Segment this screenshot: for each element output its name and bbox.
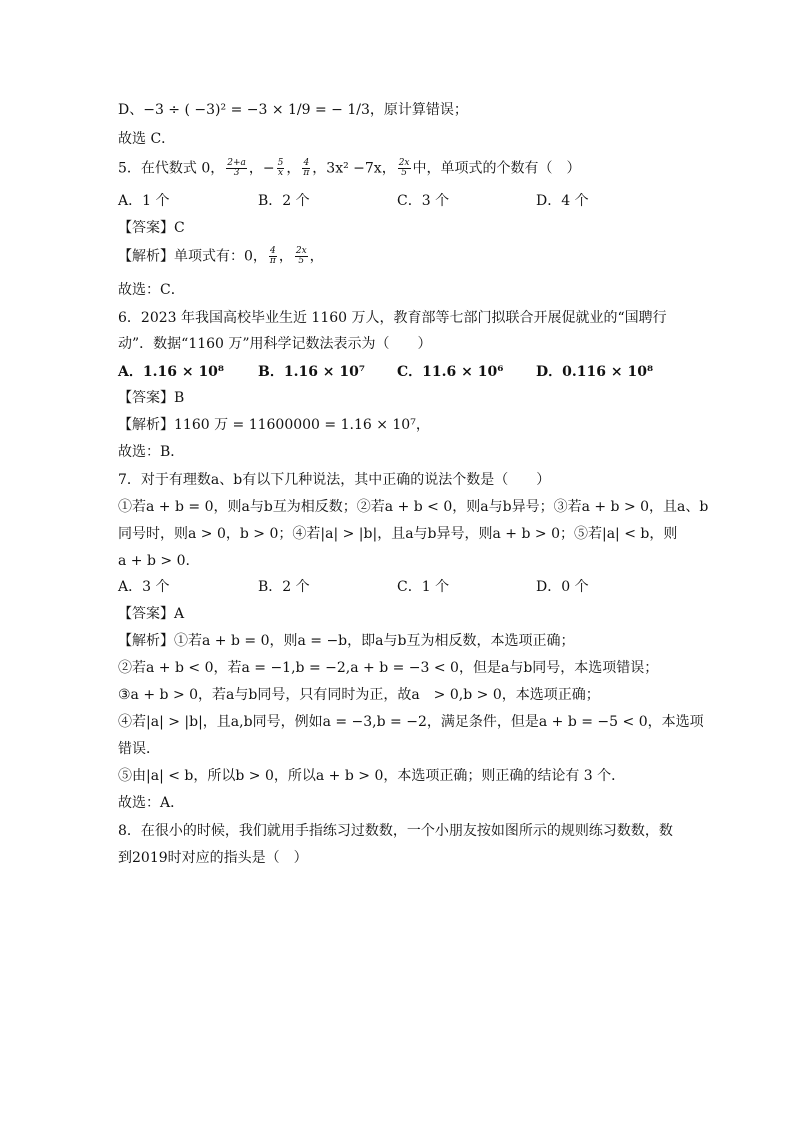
choose-line: 故选 C．: [118, 131, 176, 147]
question-8-line-2: 到2019时对应的指头是（ ）: [118, 850, 308, 866]
analysis: [118, 247, 324, 266]
option-c: C．11.6 × 10⁶: [397, 364, 504, 380]
question-6-line-1: 6．2023 年我国高校毕业生近 1160 万人，教育部等七部门拟联合开展促就业的“国聘行: [118, 310, 667, 326]
analysis-4: ④若|a| > |b|，且a,b同号，例如a = −3,b = −2，满足条件，但是a + b = −5 < 0，本选项: [118, 714, 704, 730]
separator: ，: [286, 160, 301, 177]
option-d: D．4 个: [536, 193, 589, 209]
separator: ，: [278, 248, 293, 265]
analysis-text: 【解析】单项式有：0，: [118, 248, 267, 265]
analysis-3: ③a + b > 0，若a与b同号，只有同时为正，故a > 0,b > 0，本选项正确；: [118, 687, 600, 703]
question-5: [118, 159, 581, 178]
option-b: B．2 个: [258, 193, 310, 209]
option-d: D．0.116 × 10⁸: [536, 364, 654, 380]
analysis-6: ⑤由|a| < b，所以b > 0，所以a + b > 0，本选项正确；则正确的结论有 3 个．: [118, 768, 626, 784]
answer: 【答案】A: [118, 606, 185, 622]
fraction: $\frac{2x}{5}$: [295, 246, 307, 266]
separator: ，: [309, 248, 324, 265]
analysis: 【解析】1160 万 = 11600000 = 1.16 × 10⁷，: [118, 417, 430, 433]
analysis-2: ②若a + b < 0，若a = −1,b = −2,a + b = −3 < 0，但是a与b同号，本选项错误；: [118, 660, 659, 676]
choose-line: 故选：C．: [118, 282, 185, 298]
question-6-line-2: 动”．数据“1160 万”用科学记数法表示为（ ）: [118, 336, 432, 352]
choose-line: 故选：A．: [118, 795, 185, 811]
option-d-explanation: D、−3 ÷ ( −3)² = −3 × 1/9 = − 1/3，原计算错误；: [118, 102, 468, 118]
analysis-5: 错误．: [118, 741, 160, 757]
option-b: B．1.16 × 10⁷: [258, 364, 366, 380]
fraction: $\frac{4}{\pi}$: [269, 246, 276, 266]
option-a: A．1.16 × 10⁸: [118, 364, 225, 380]
option-b: B．2 个: [258, 579, 310, 595]
fraction: $\frac{2x}{5}$: [398, 158, 410, 178]
answer: 【答案】C: [118, 220, 185, 236]
choose-line: 故选：B．: [118, 444, 185, 460]
option-c: C．3 个: [397, 193, 450, 209]
question-8-line-1: 8．在很小的时候，我们就用手指练习过数数，一个小朋友按如图所示的规则练习数数，数: [118, 823, 673, 839]
fraction: $\frac{2+a}{3}$: [227, 158, 246, 178]
option-a: A．3 个: [118, 579, 170, 595]
answer: 【答案】B: [118, 390, 185, 406]
option-a: A．1 个: [118, 193, 170, 209]
fraction: $\frac{4}{\pi}$: [303, 158, 310, 178]
question-text: 中，单项式的个数有（ ）: [412, 160, 581, 177]
analysis-1: 【解析】①若a + b = 0，则a = −b，即a与b互为相反数，本选项正确；: [118, 633, 575, 649]
expression: ，3x² −7x，: [312, 160, 396, 177]
question-7-line-1: 7．对于有理数a、b有以下几种说法，其中正确的说法个数是（ ）: [118, 472, 551, 488]
question-text: 5．在代数式 0，: [118, 160, 225, 177]
question-7-line-2: ①若a + b = 0，则a与b互为相反数；②若a + b < 0，则a与b异号；③若a + b > 0，且a、b: [118, 499, 709, 515]
question-7-line-3: 同号时，则a > 0，b > 0；④若|a| > |b|，且a与b异号，则a + b > 0；⑤若|a| < b，则: [118, 526, 678, 542]
question-7-line-4: a + b > 0.: [118, 553, 190, 569]
option-c: C．1 个: [397, 579, 450, 595]
separator: ，−: [248, 160, 275, 177]
option-d: D．0 个: [536, 579, 589, 595]
fraction: $\frac{5}{x}$: [277, 158, 284, 178]
